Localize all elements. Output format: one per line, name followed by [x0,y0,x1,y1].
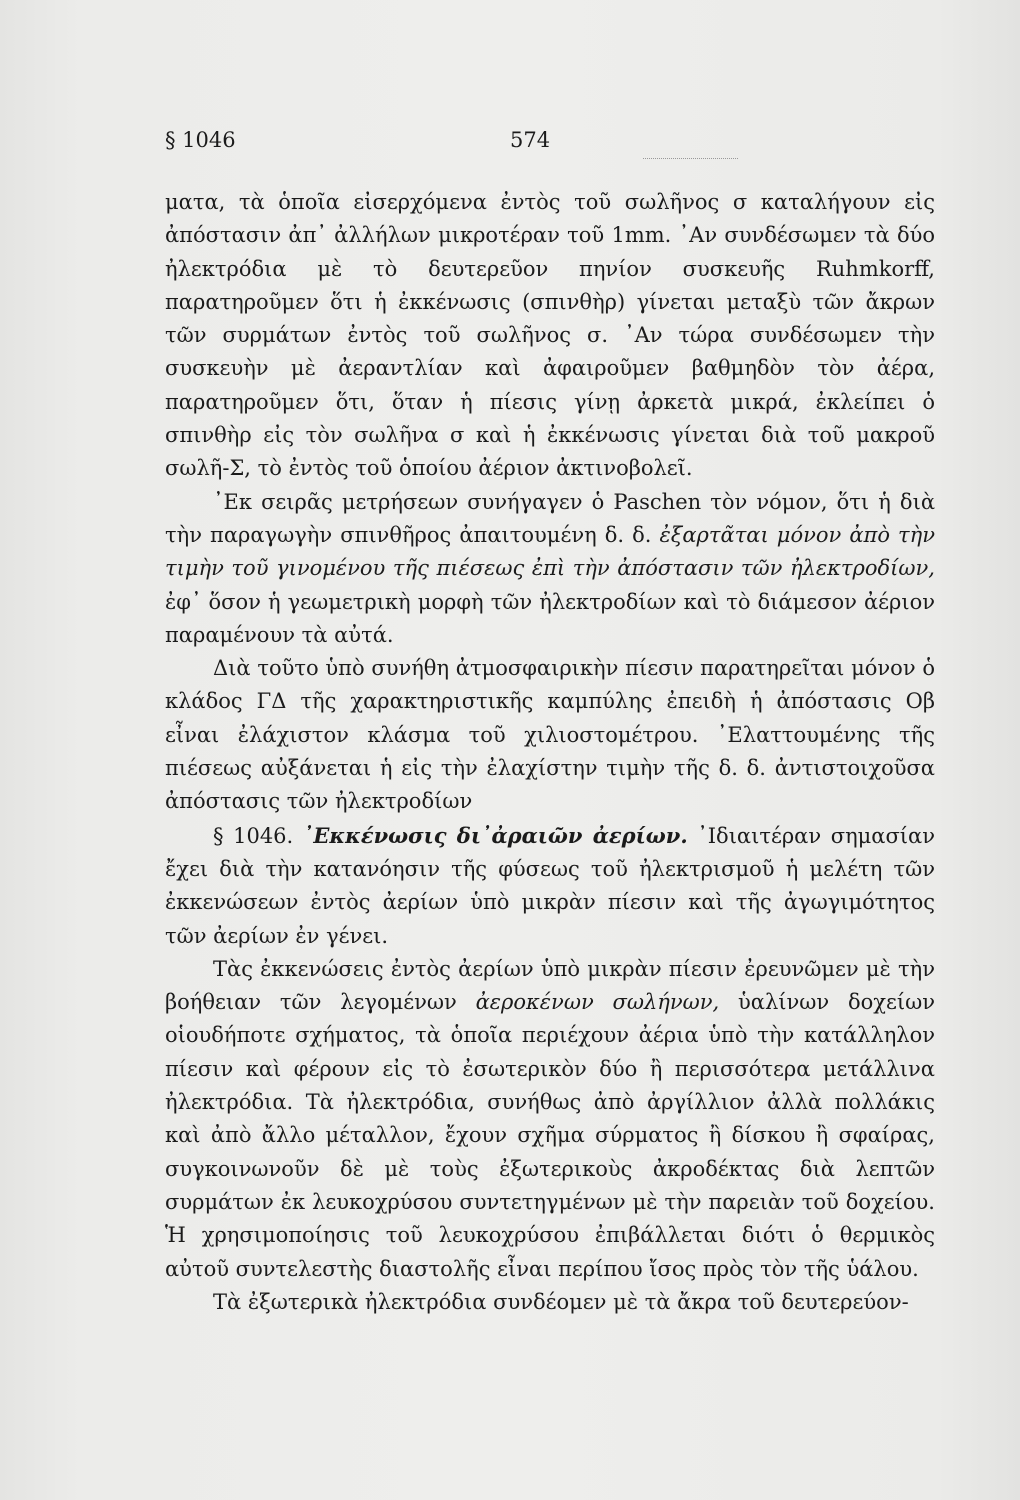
paragraph-2-pre: ᾽Εκ σειρᾶς μετρήσεων συνήγαγεν ὁ Paschen τὸν νόμον, ὅτι ἡ διὰ τὴν παραγωγὴν σπινθῆρος ἀπαιτουμένη δ. δ. [165,489,935,547]
paragraph-2-italic: ἐξαρτᾶται μόνον ἀπὸ τὴν τιμὴν τοῦ γινομένου τῆς πιέσεως ἐπὶ τὴν ἀπόστασιν τῶν ἠλεκτροδίων, [165,522,935,581]
page-header [165,128,935,162]
body-text [165,186,935,1319]
section-1046-title: ᾽Εκκένωσις δι᾽ἀραιῶν ἀερίων. [302,822,688,848]
paragraph-5 [165,953,935,1286]
paragraph-5-pre: Τὰς ἐκκενώσεις ἐντὸς ἀερίων ὑπὸ μικρὰν πίεσιν ἐρευνῶμεν μὲ τὴν βοήθειαν τῶν λεγομένων [165,956,935,1015]
paragraph-6: Τὰ ἐξωτερικὰ ἠλεκτρόδια συνδέομεν μὲ τὰ ἄκρα τοῦ δευτερεύον- [213,1289,909,1314]
section-1046-lead: § 1046. [213,823,303,848]
paragraph-5-post: ὑαλίνων δοχείων οἱουδήποτε σχήματος, τὰ ὁποῖα περιέχουν ἀέρια ὑπὸ τὴν κατάλληλον πίεσιν καὶ φέρουν εἰς τὸ ἐσωτερικὸν δύο ἢ περισσότερα μετάλλινα ἠλεκτρόδια. Τὰ ἠλεκτρόδια, συνήθως ἀπὸ ἀργίλλιον ἀλλὰ πολλάκις καὶ ἀπὸ ἄλλο μέταλλον, ἔχουν σχῆμα σύρματος ἢ δίσκου ἢ σφαίρας, συγκοινωνοῦν δὲ μὲ τοὺς ἐξωτερικοὺς ἀκροδέκτας διὰ λεπτῶν συρμάτων ἐκ λευκοχρύσου συντετηγμένων μὲ τὴν παρειὰν τοῦ δοχείου. Ἡ χρησιμοποίησις τοῦ λευκοχρύσου ἐπιβάλλεται διότι ὁ θερμικὸς αὐτοῦ συντελεστὴς διαστολῆς εἶναι περίπου ἴσος πρὸς τὸν τῆς ὑάλου. [165,990,936,1281]
paragraph-2 [165,486,935,652]
paragraph-1: ματα, τὰ ὁποῖα εἰσερχόμενα ἐντὸς τοῦ σωλῆνος σ καταλήγουν εἰς ἀπόστασιν ἀπ᾽ ἀλλήλων μικροτέραν τοῦ 1mm. ᾽Αν συνδέσωμεν τὰ δύο ἠλεκτρόδια μὲ τὸ δευτερεῦον πηνίον συσκευῆς Ruhmkorff, παρατηροῦμεν ὅτι ἡ ἐκκένωσις (σπινθὴρ) γίνεται μεταξὺ τῶν ἄκρων τῶν συρμάτων ἐντὸς τοῦ σωλῆνος σ. ᾽Αν τώρα συνδέσωμεν τὴν συσκευὴν μὲ ἀεραντλίαν καὶ ἀφαιροῦμεν βαθμηδὸν τὸν ἀέρα, παρατηροῦμεν ὅτι, ὅταν ἡ πίεσις γίνῃ ἀρκετὰ μικρά, ἐκλείπει ὁ σπινθὴρ εἰς τὸν σωλῆνα σ καὶ ἡ ἐκκένωσις γίνεται διὰ τοῦ μακροῦ σωλῆ-Σ, τὸ ἐντὸς τοῦ ὁποίου ἀέριον ἀκτινοβολεῖ. [165,190,935,481]
header-rule [643,158,738,159]
paragraph-3: Διὰ τοῦτο ὑπὸ συνήθη ἀτμοσφαιρικὴν πίεσιν παρατηρεῖται μόνον ὁ κλάδος ΓΔ τῆς χαρακτηριστικῆς καμπύλης ἐπειδὴ ἡ ἀπόστασις Οβ εἶναι ἐλάχιστον κλάσμα τοῦ χιλιοστομέτρου. ᾽Ελαττουμένης τῆς πιέσεως αὐξάνεται ἡ εἰς τὴν ἐλαχίστην τιμὴν τῆς δ. δ. ἀντιστοιχοῦσα ἀπόστασις τῶν ἠλεκτροδίων [165,656,935,814]
paragraph-5-italic: ἀεροκένων σωλήνων, [475,990,720,1015]
section-1046-paragraph [165,819,935,953]
section-number: § 1046 [165,128,236,152]
page-number: 574 [510,128,551,152]
paragraph-2-post: ἐφ᾽ ὅσον ἡ γεωμετρικὴ μορφὴ τῶν ἠλεκτροδίων καὶ τὸ διάμεσον ἀέριον παραμένουν τὰ αὐτά. [165,589,935,647]
section-1046-body: ᾽Ιδιαιτέραν σημασίαν ἔχει διὰ τὴν κατανόησιν τῆς φύσεως τοῦ ἠλεκτρισμοῦ ἡ μελέτη τῶν ἐκκενώσεων ἐντὸς ἀερίων ὑπὸ μικρὰν πίεσιν καὶ τῆς ἀγωγιμότητος τῶν ἀερίων ἐν γένει. [165,823,935,948]
